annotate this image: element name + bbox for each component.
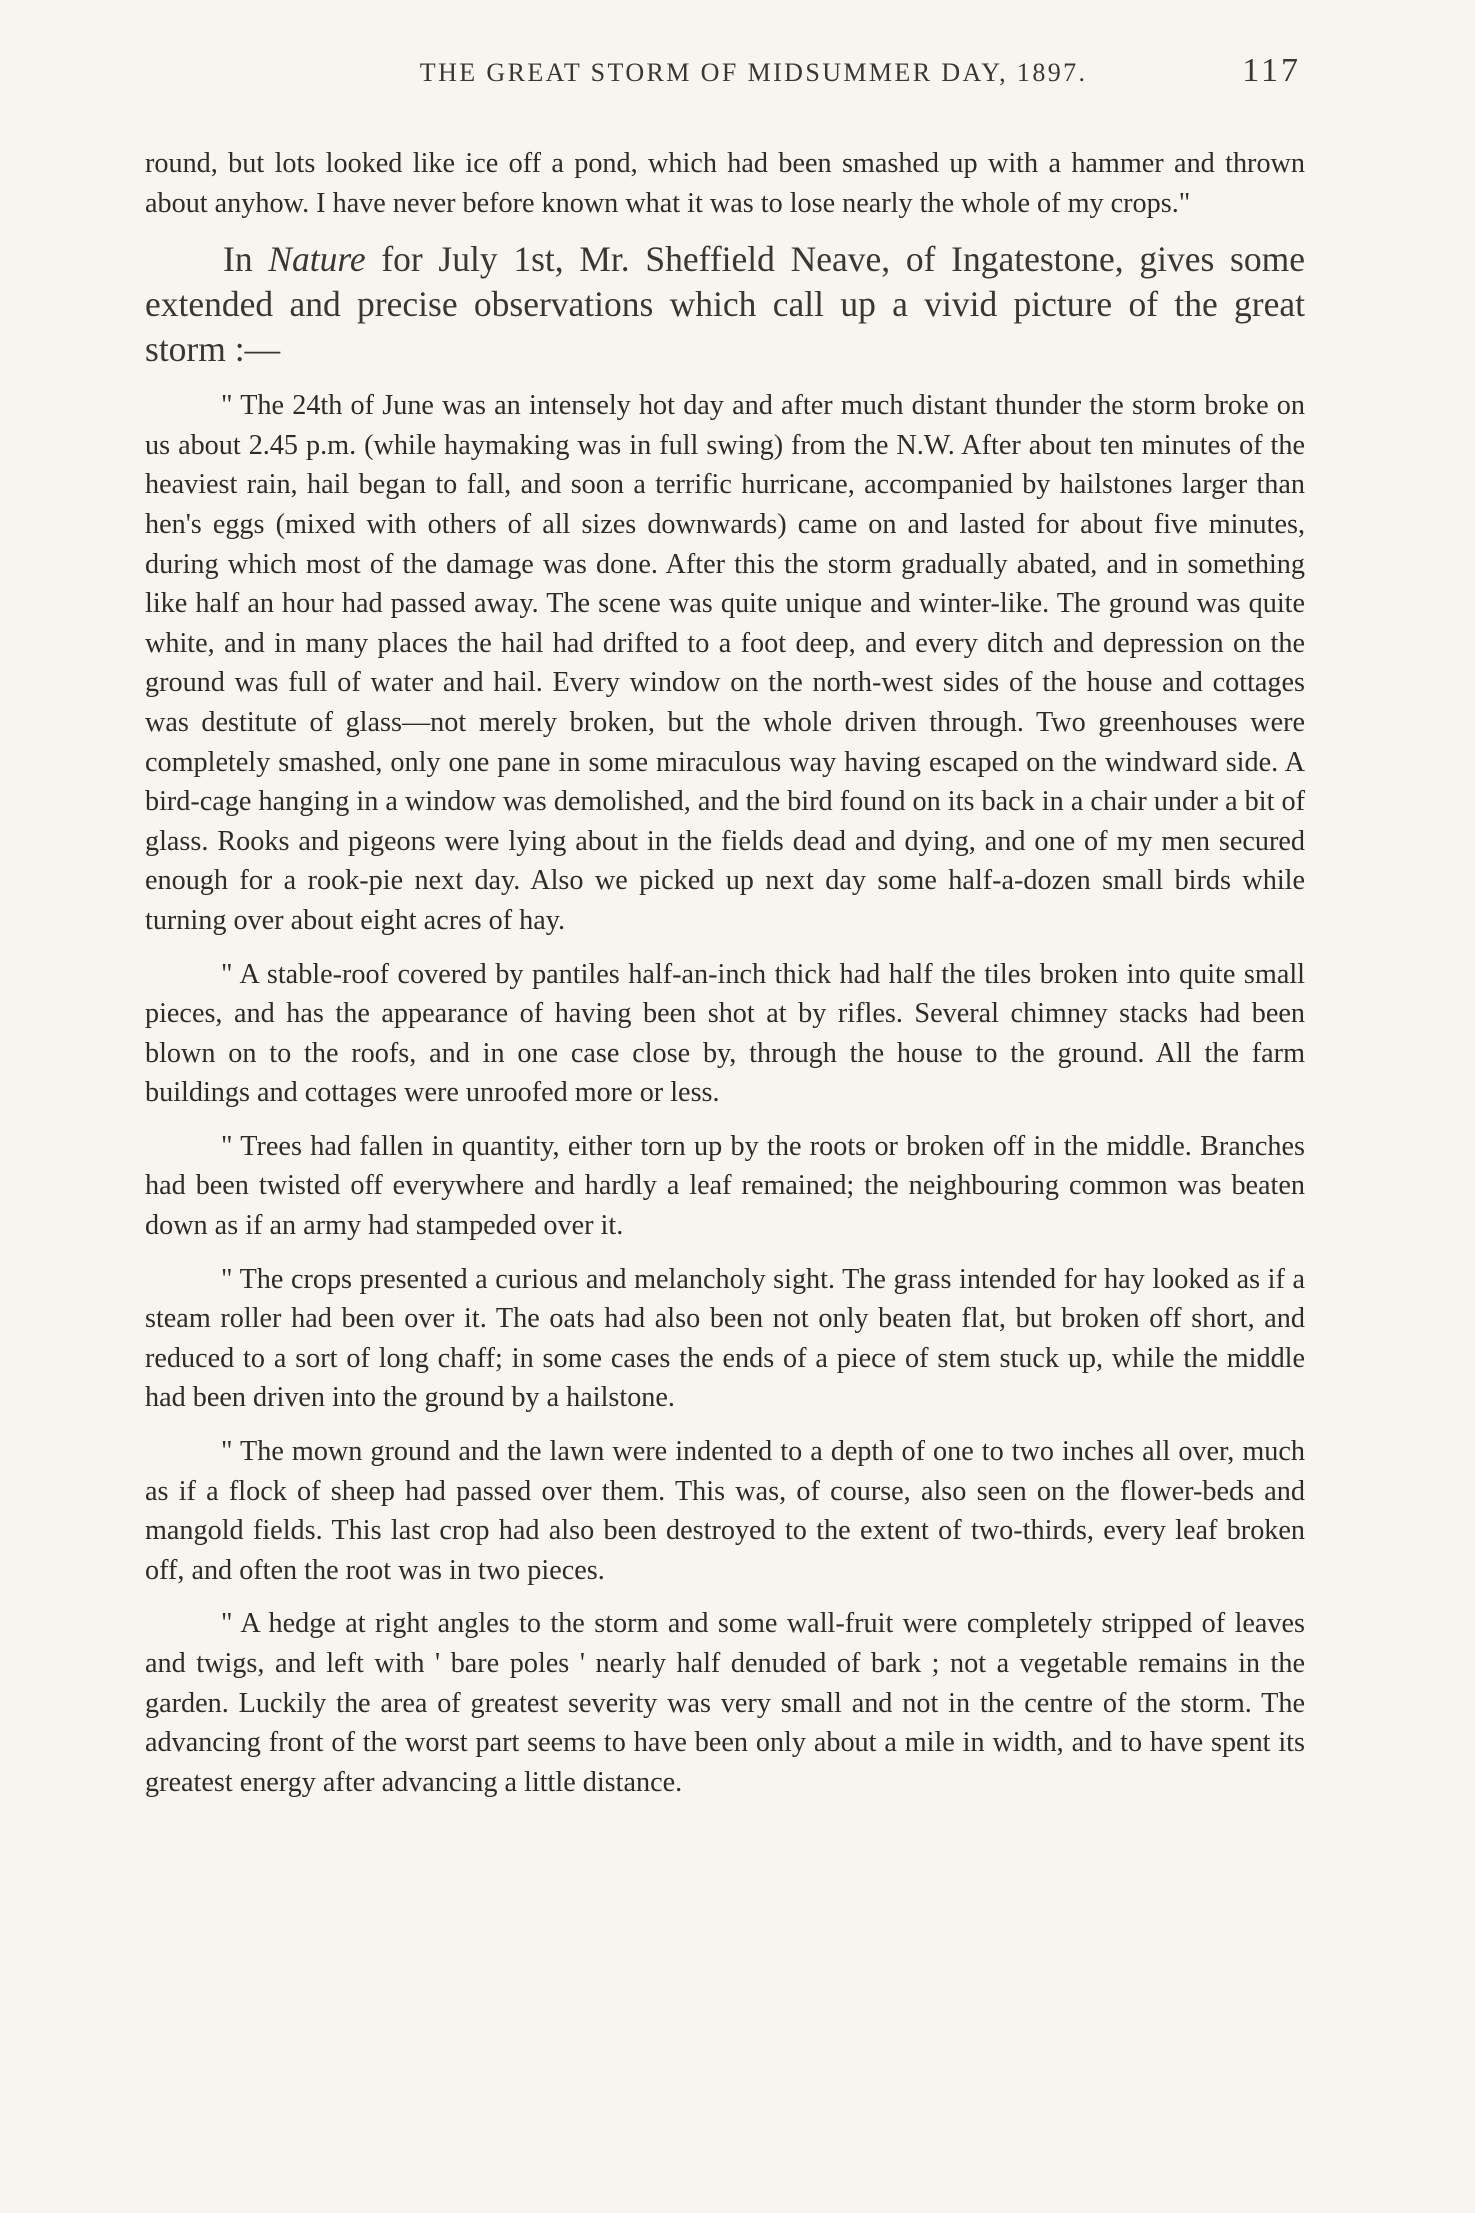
intro-text-start: In <box>223 239 269 280</box>
intro-text-rest: for July 1st, Mr. Sheffield Neave, of Ingatestone, gives some extended and precise observations which call up a vivid picture of the great storm :— <box>145 239 1305 370</box>
book-page <box>145 52 1305 1816</box>
running-head <box>145 52 1305 112</box>
quote-paragraph: " A hedge at right angles to the storm and some wall-fruit were completely stripped of leaves and twigs, and left with ' bare poles ' nearly half denuded of bark ; not a vegetable remains in the garden. Luckily the area of greatest severity was very small and not in the centre of the storm. The advancing front of the worst part seems to have been only about a mile in width, and to have spent its greatest energy after advancing a little distance. <box>145 1608 1305 1798</box>
quote-paragraph: " Trees had fallen in quantity, either torn up by the roots or broken off in the middle. Branches had been twisted off everywhere and hardly a leaf remained; the neighbouring common was beaten down as if an army had stampeded over it. <box>145 1130 1305 1242</box>
page-number: 117 <box>1242 52 1301 89</box>
paragraph-intro <box>145 237 1305 372</box>
quote-paragraph: " The mown ground and the lawn were indented to a depth of one to two inches all over, much as if a flock of sheep had passed over them. This was, of course, also seen on the flower-beds and mangold fields. This last crop had also been destroyed to the extent of two-thirds, every leaf broken off, and often the root was in two pieces. <box>145 1436 1305 1586</box>
running-title: THE GREAT STORM OF MIDSUMMER DAY, 1897. <box>419 58 1088 87</box>
quote-paragraph: " The 24th of June was an intensely hot day and after much distant thunder the storm broke on us about 2.45 p.m. (while haymaking was in full swing) from the N.W. After about ten minutes of the heaviest rain, hail began to fall, and soon a terrific hurricane, accompanied by hailstones larger than hen's eggs (mixed with others of all sizes downwards) came on and lasted for about five minutes, during which most of the damage was done. After this the storm gradually abated, and in something like half an hour had passed away. The scene was quite unique and winter-like. The ground was quite white, and in many places the hail had drifted to a foot deep, and every ditch and depression on the ground was full of water and hail. Every window on the north-west sides of the house and cottages was destitute of glass—not merely broken, but the whole driven through. Two greenhouses were completely smashed, only one pane in some miraculous way having escaped on the windward side. A bird-cage hanging in a window was demolished, and the bird found on its back in a chair under a bit of glass. Rooks and pigeons were lying about in the fields dead and dying, and one of my men secured enough for a rook-pie next day. Also we picked up next day some half-a-dozen small birds while turning over about eight acres of hay. <box>145 390 1305 936</box>
journal-title: Nature <box>268 239 366 280</box>
quote-paragraph: " A stable-roof covered by pantiles half-an-inch thick had half the tiles broken into quite small pieces, and has the appearance of having been shot at by rifles. Several chimney stacks had been blown on to the roofs, and in one case close by, through the house to the ground. All the farm buildings and cottages were unroofed more or less. <box>145 958 1305 1109</box>
quote-paragraph: " The crops presented a curious and melancholy sight. The grass intended for hay looked as if a steam roller had been over it. The oats had also been not only beaten flat, but broken off short, and reduced to a sort of long chaff; in some cases the ends of a piece of stem stuck up, while the middle had been driven into the ground by a hailstone. <box>145 1263 1305 1414</box>
paragraph-continued: round, but lots looked like ice off a pond, which had been smashed up with a hammer and thrown about anyhow. I have never before known what it was to lose nearly the whole of my crops." <box>145 148 1305 219</box>
